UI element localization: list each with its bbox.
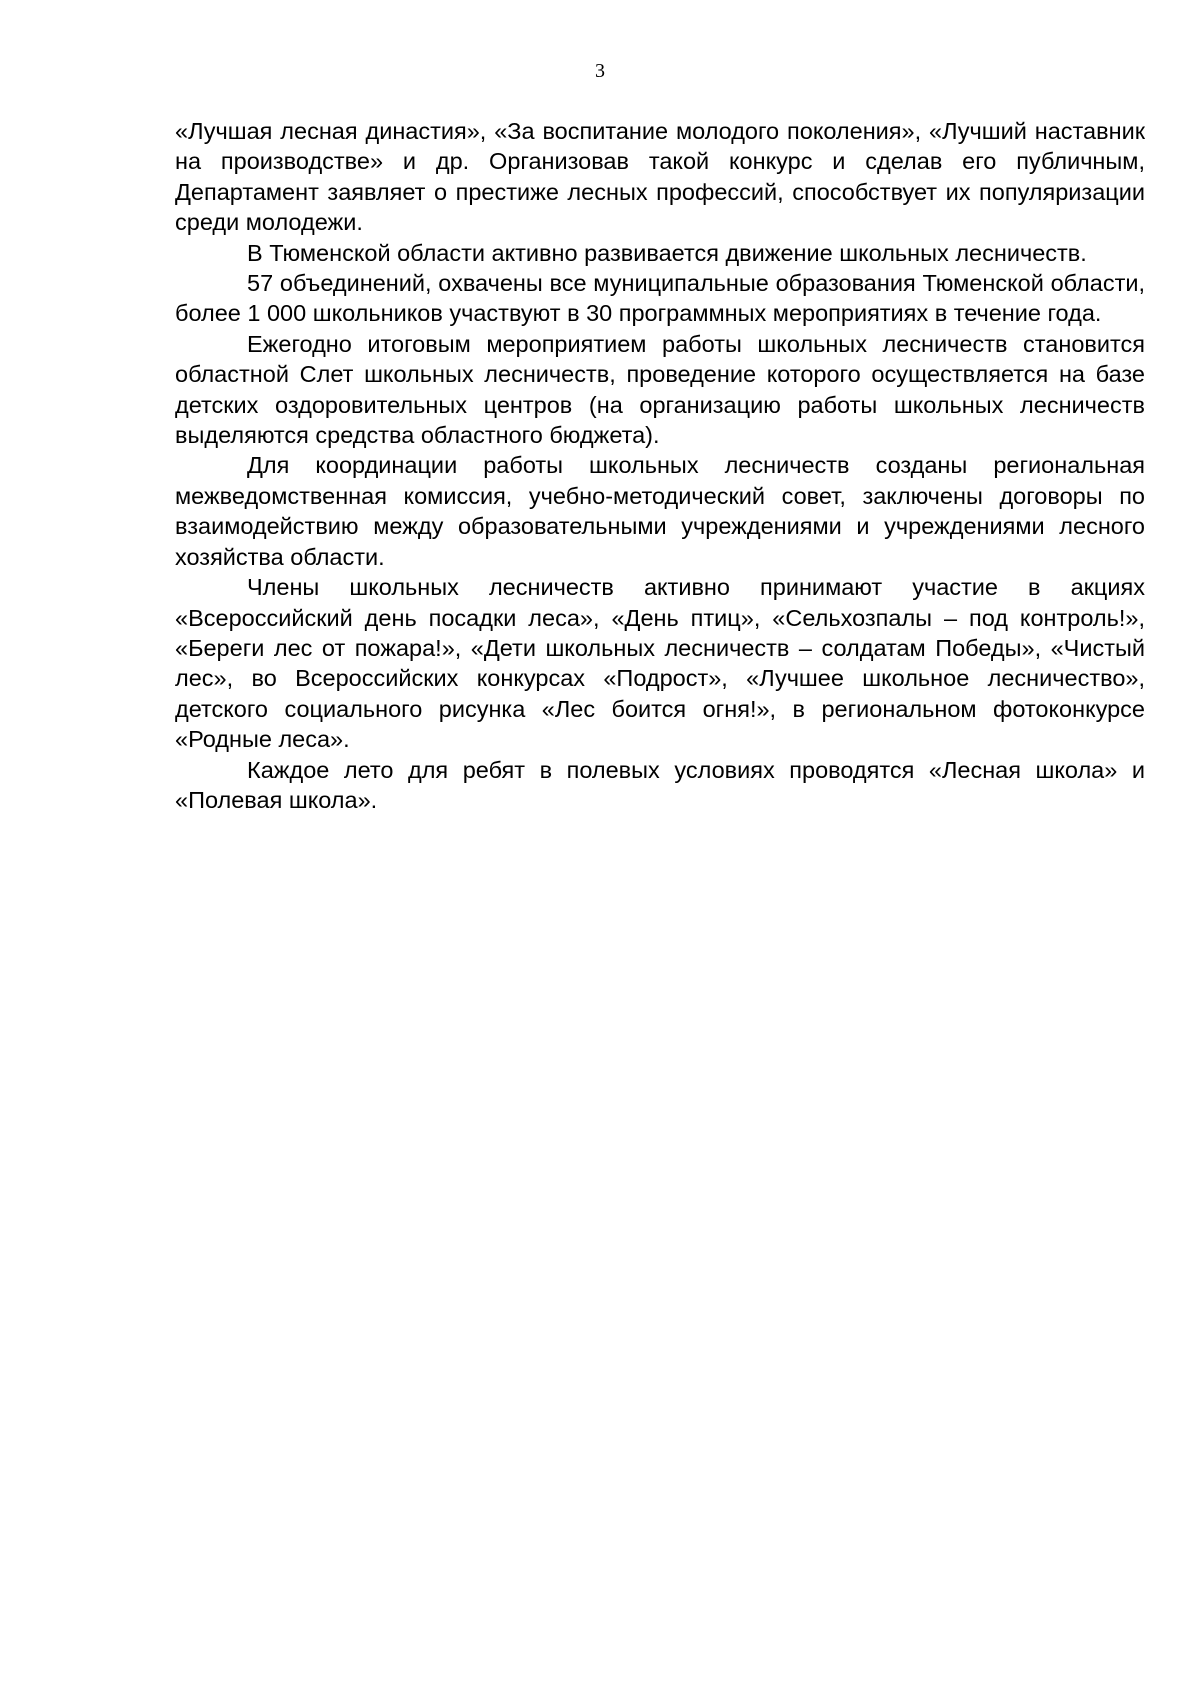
- paragraph-4: Ежегодно итоговым мероприятием работы школьных лесничеств становится областной Слет школьных лесничеств, проведение которого осуществляется на базе детских оздоровительных центров (на организацию работы школьных лесничеств выделяются средства областного бюджета).: [175, 330, 1145, 449]
- paragraph-2: В Тюменской области активно развивается движение школьных лесничеств.: [247, 239, 1087, 266]
- page-number: 3: [595, 60, 605, 82]
- paragraph-5: Для координации работы школьных лесничеств созданы региональная межведомственная комиссия, учебно-методический совет, заключены договоры по взаимодействию между образовательными учреждениями и учреждениями лесного хозяйства области.: [175, 452, 1145, 570]
- paragraph-7: Каждое лето для ребят в полевых условиях проводятся «Лесная школа» и «Полевая школа».: [175, 756, 1145, 813]
- paragraph-6: Члены школьных лесничеств активно принимают участие в акциях «Всероссийский день посадки леса», «День птиц», «Сельхозпалы – под контроль!», «Береги лес от пожара!», «Дети школьных лесничеств – солдатам Победы», «Чистый лес», во Всероссийских конкурсах «Подрост», «Лучшее школьное лесничество», детского социального рисунка «Лес боится огня!», в региональном фотоконкурсе «Родные леса».: [175, 574, 1145, 753]
- paragraph-3: 57 объединений, охвачены все муниципальные образования Тюменской области, более 1 000 школьников участвуют в 30 программных мероприятиях в течение года.: [175, 270, 1145, 327]
- paragraph-1: «Лучшая лесная династия», «За воспитание молодого поколения», «Лучший наставник на производстве» и др. Организовав такой конкурс и сделав его публичным, Департамент заявляет о престиже лесных профессий, способствует их популяризации среди молодежи.: [175, 118, 1145, 236]
- document-body: [175, 116, 1145, 815]
